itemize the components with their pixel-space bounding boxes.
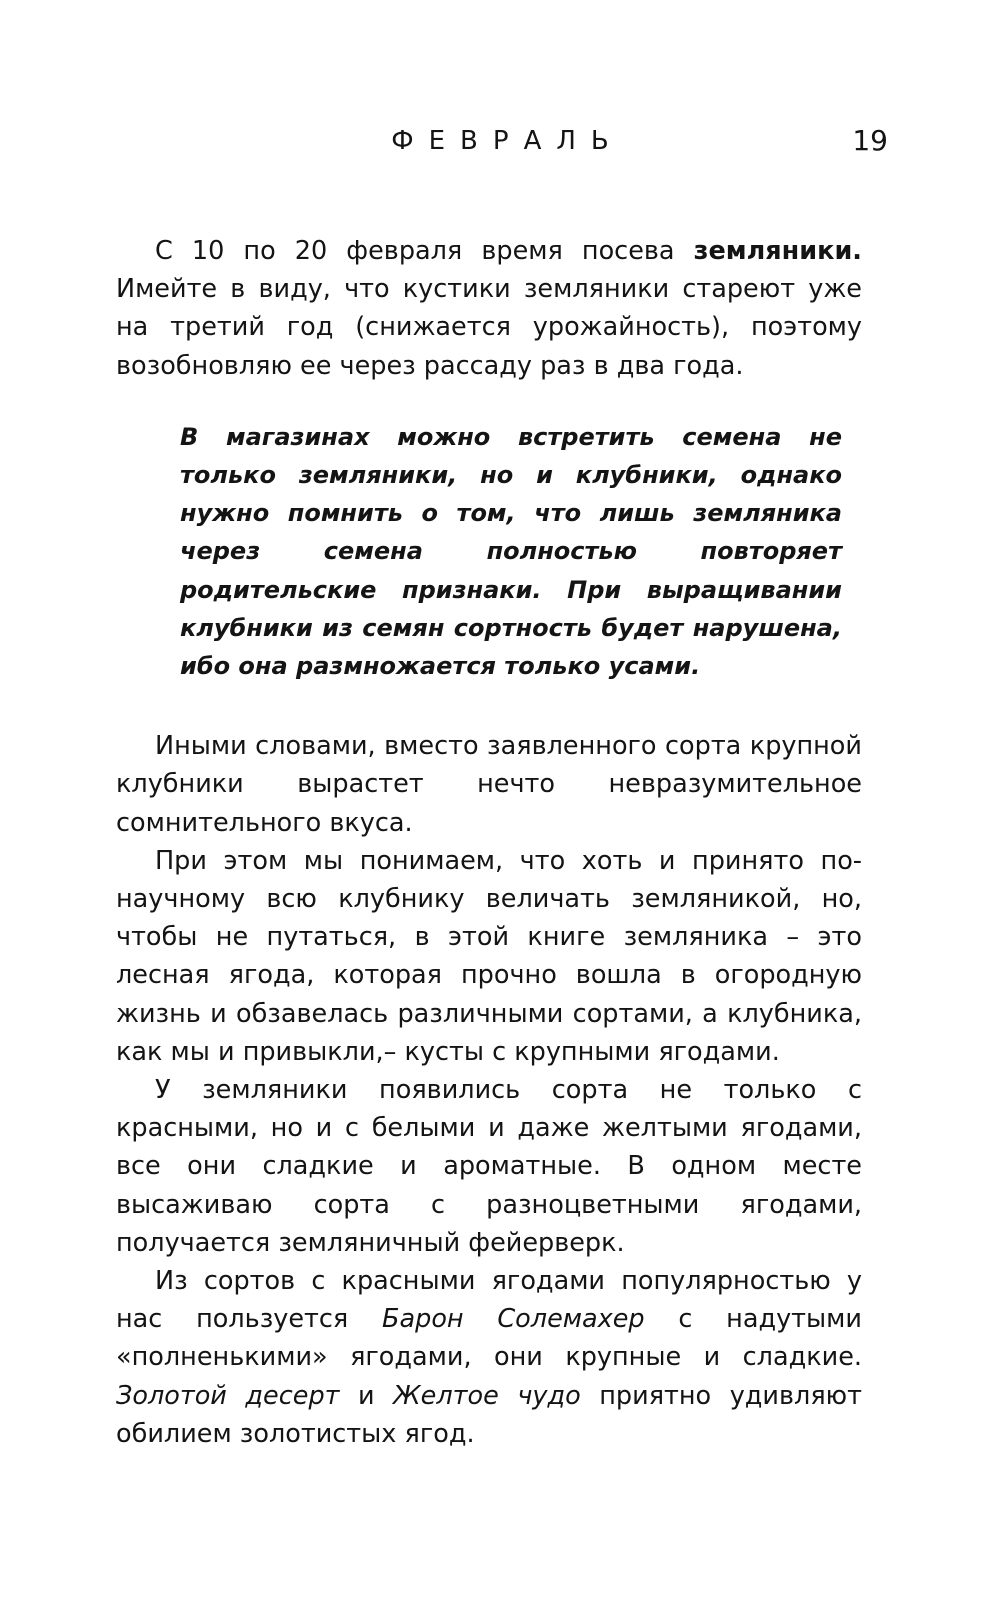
body-text bbox=[116, 232, 862, 1453]
paragraph-strawberry-sowing bbox=[116, 232, 862, 385]
paragraph-berry-colors: У земляники появились сорта не только с красными, но и с белыми и даже желтыми ягодами, все они сладкие и ароматные. В одном месте высаживаю сорта с разноцветными ягодами, получается земляничный фейерверк. bbox=[116, 1075, 862, 1258]
callout-note bbox=[116, 418, 862, 685]
paragraph-text: Имейте в виду, что кустики земляники стареют уже на третий год (снижается урожайность), поэтому возобновляю ее через рассаду раз в два года. bbox=[116, 274, 862, 381]
paragraph-text: приятно удивляют обилием золотистых ягод. bbox=[116, 1380, 862, 1449]
page-number: 19 bbox=[852, 124, 888, 157]
paragraph-text: с надутыми «полненькими» ягодами, они крупные и сладкие. bbox=[116, 1304, 862, 1373]
paragraph-text: Из сортов с красными ягодами популярностью у нас пользуется bbox=[116, 1266, 862, 1335]
paragraph-text: и bbox=[339, 1380, 394, 1411]
variety-name: Золотой десерт bbox=[116, 1380, 340, 1411]
paragraph-terminology: При этом мы понимаем, что хоть и принято по-научному всю клубнику величать земляникой, но, чтобы не путаться, в этой книге земляника – это лесная ягода, которая прочно вошла в огородную жизнь и обзавелась различными сортами, а клубника, как мы и привыкли,– кусты с крупными ягодами. bbox=[116, 845, 862, 1067]
paragraph-other-words: Иными словами, вместо заявленного сорта крупной клубники вырастет нечто невразумительное сомнительного вкуса. bbox=[116, 731, 862, 838]
paragraph-varieties bbox=[116, 1262, 862, 1453]
callout-text: В магазинах можно встретить семена не только земляники, но и клубники, однако нужно помнить о том, что лишь земляника через семена полностью повторяет родительские признаки. При выращивании клубники из семян сортность будет нарушена, ибо она размножается только усами. bbox=[180, 422, 842, 681]
variety-name: Желтое чудо bbox=[393, 1380, 581, 1411]
variety-name: Барон Солемахер bbox=[382, 1304, 645, 1335]
bold-term: земляники. bbox=[693, 236, 862, 266]
chapter-title: ФЕВРАЛЬ bbox=[391, 126, 624, 156]
paragraph-text: С 10 по 20 февраля время посева bbox=[155, 236, 694, 266]
running-head bbox=[0, 122, 1000, 162]
